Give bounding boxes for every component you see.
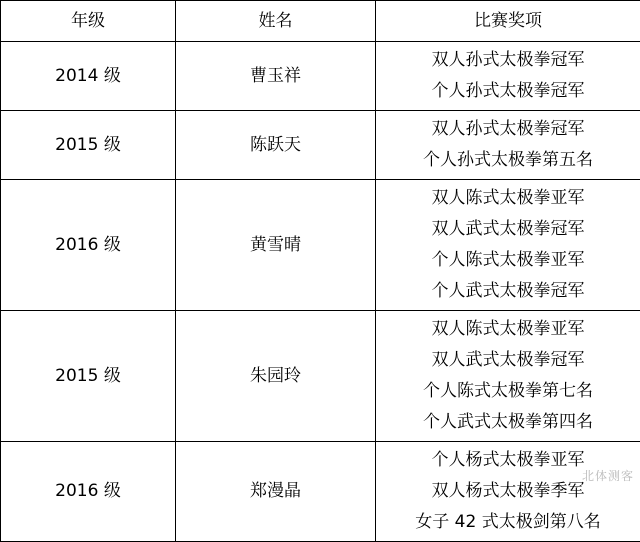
table-row [1, 442, 640, 542]
award-line: 个人杨式太极拳亚军 [378, 445, 638, 476]
award-list [378, 183, 638, 307]
table-row [1, 42, 640, 111]
cell-awards [376, 111, 640, 180]
award-list [378, 445, 638, 538]
award-line: 双人陈式太极拳亚军 [378, 314, 638, 345]
award-line: 个人武式太极拳第四名 [378, 407, 638, 438]
award-line: 个人武式太极拳冠军 [378, 276, 638, 307]
cell-awards [376, 42, 640, 111]
cell-awards [376, 311, 640, 442]
award-list [378, 314, 638, 438]
cell-grade: 2014 级 [1, 42, 176, 111]
table-row [1, 111, 640, 180]
cell-grade: 2015 级 [1, 311, 176, 442]
award-line: 双人杨式太极拳季军 [378, 476, 638, 507]
table-header [1, 1, 640, 42]
cell-name: 陈跃天 [176, 111, 376, 180]
column-header-grade: 年级 [1, 1, 176, 42]
table-row [1, 180, 640, 311]
award-line: 双人孙式太极拳冠军 [378, 114, 638, 145]
award-line: 双人武式太极拳冠军 [378, 345, 638, 376]
column-header-name: 姓名 [176, 1, 376, 42]
award-line: 双人武式太极拳冠军 [378, 214, 638, 245]
table-row [1, 311, 640, 442]
award-line: 个人陈式太极拳第七名 [378, 376, 638, 407]
cell-name: 朱园玲 [176, 311, 376, 442]
watermark-text: 北体测客 [582, 467, 634, 484]
cell-name: 曹玉祥 [176, 42, 376, 111]
award-line: 双人陈式太极拳亚军 [378, 183, 638, 214]
award-line: 个人孙式太极拳冠军 [378, 76, 638, 107]
cell-grade: 2016 级 [1, 180, 176, 311]
table-body [1, 42, 640, 542]
table-header-row [1, 1, 640, 42]
award-list [378, 45, 638, 107]
cell-grade: 2015 级 [1, 111, 176, 180]
cell-grade: 2016 级 [1, 442, 176, 542]
column-header-award: 比赛奖项 [376, 1, 640, 42]
cell-name: 黄雪晴 [176, 180, 376, 311]
award-line: 个人孙式太极拳第五名 [378, 145, 638, 176]
award-line: 女子 42 式太极剑第八名 [378, 507, 638, 538]
cell-awards [376, 180, 640, 311]
cell-awards [376, 442, 640, 542]
award-list [378, 114, 638, 176]
cell-name: 郑漫晶 [176, 442, 376, 542]
award-line: 双人孙式太极拳冠军 [378, 45, 638, 76]
award-line: 个人陈式太极拳亚军 [378, 245, 638, 276]
